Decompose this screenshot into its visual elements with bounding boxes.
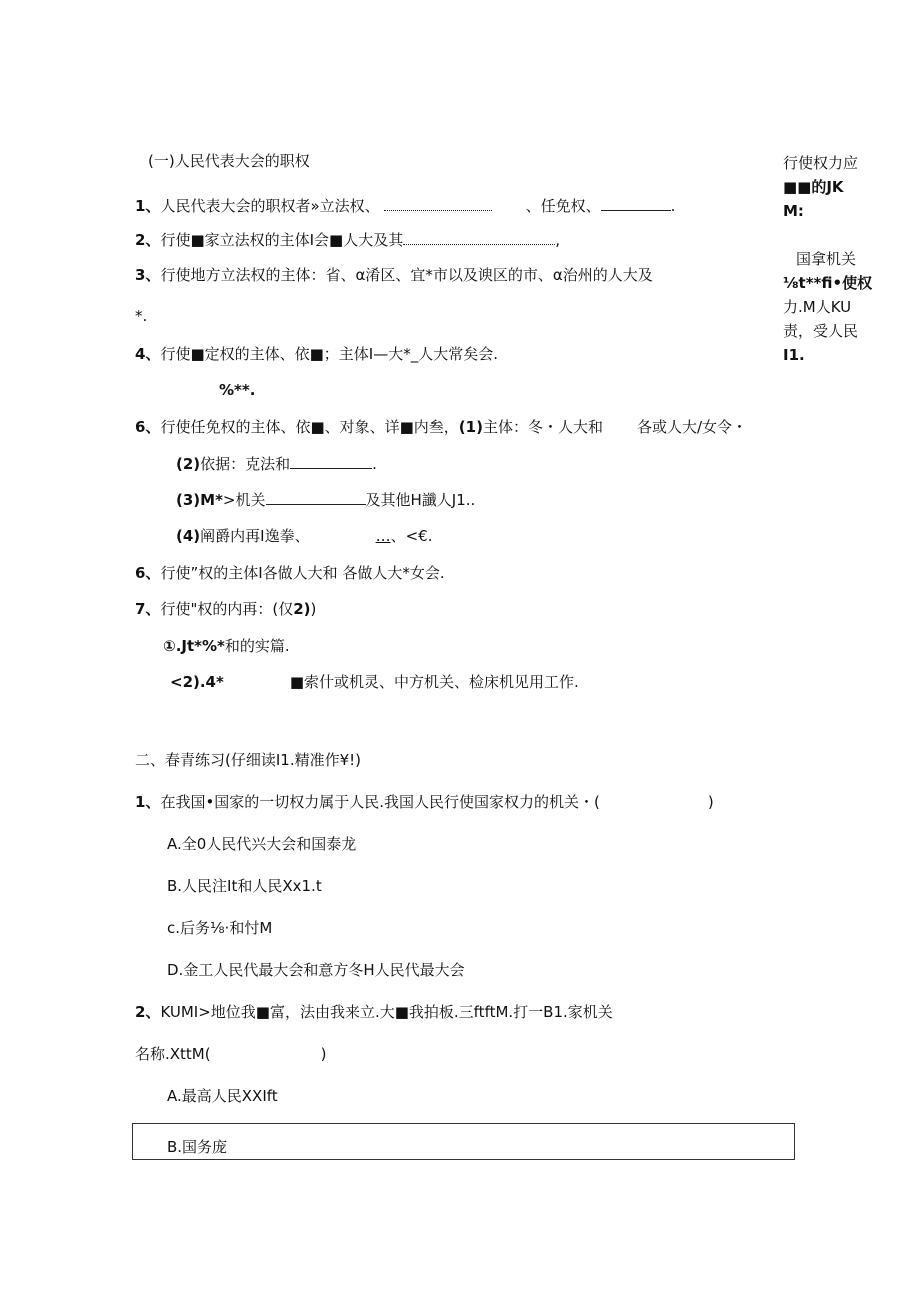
blank-field[interactable] <box>290 456 372 469</box>
option-a[interactable]: A.最高人民XXIft <box>167 1087 278 1105</box>
question-text: 和的实篇. <box>224 637 290 655</box>
question-3 <box>135 265 653 285</box>
margin-note-line: I1. <box>783 346 805 364</box>
margin-note-line: 行使权力应 <box>783 154 859 172</box>
option-b[interactable]: B.人民注It和人民Xx1.t <box>167 877 322 895</box>
question-number: 2、 <box>135 1003 161 1021</box>
blank-field[interactable]: … <box>375 527 391 545</box>
question-text: 行使地方立法权的主体：省、α淆区、宜*市以及谀区的市、α治州的人大及 <box>160 266 653 284</box>
margin-note-line: 责，受人民 <box>783 322 859 340</box>
question-text: 2) <box>293 600 311 618</box>
margin-notes <box>783 151 908 367</box>
sub-label: ①.Jt*%* <box>163 637 225 655</box>
question-text: 名称.XttM( <box>135 1045 211 1063</box>
question-text: KUMI>地位我■富，法由我来立.大■我拍板.三ftftM.打一B1.家机关 <box>160 1003 613 1021</box>
question-7 <box>135 599 316 619</box>
question-text: 行使"权的内再：(仅 <box>160 600 294 618</box>
question-number: 7、 <box>135 600 161 618</box>
question-number: 2、 <box>135 231 161 249</box>
question-number: 1、 <box>135 197 161 215</box>
blank-field[interactable] <box>601 198 671 211</box>
option-d[interactable]: D.金工人民代最大会和意方冬H人民代最大会 <box>167 961 465 979</box>
question-4-cont: %**. <box>219 381 256 399</box>
question-text: 行使”权的主体I各做人大和 各做人大*女会. <box>160 564 445 582</box>
blank-field[interactable] <box>403 232 555 245</box>
margin-note-line: ⅛t**fi•使权 <box>783 274 873 292</box>
question-3-cont: *. <box>135 307 148 325</box>
question-text: 行使任免权的主体、依■、对象、详■内叁， <box>160 418 459 436</box>
question-text: 在我国•国家的一切权力属于人民.我国人民行使国家权力的机关・( <box>160 793 600 811</box>
question-4 <box>135 344 498 364</box>
section-title: 二、春青练习(仔细读I1.精准作¥!) <box>135 751 361 769</box>
question-text: 人民代表大会的职权者»立法权、 <box>160 197 380 215</box>
margin-note-line: M: <box>783 202 804 220</box>
margin-note-line: 力.M人KU <box>783 298 852 316</box>
sub-label: <2).4* <box>170 673 224 691</box>
question-6 <box>135 417 747 437</box>
question-2 <box>135 230 560 250</box>
option-b[interactable]: B.国务庞 <box>167 1138 228 1156</box>
exercise-question-1 <box>135 792 714 812</box>
question-text: 、<€. <box>390 527 433 545</box>
margin-note-line: 国拿机关 <box>796 250 857 268</box>
section-title: (一)人民代表大会的职权 <box>148 152 310 170</box>
question-text: 行使■定权的主体、依■；主体I—大*_人大常矣会. <box>160 345 498 363</box>
question-text: ■索什或机灵、中方机关、检床机见用工作. <box>289 673 579 691</box>
sub-label: (4) <box>176 527 201 545</box>
question-number: 1、 <box>135 793 161 811</box>
sub-label: (3)M* <box>176 491 223 509</box>
question-text: 、任免权、 <box>525 197 601 215</box>
question-6-sub3 <box>176 490 475 510</box>
question-text: >机关 <box>222 491 266 509</box>
punctuation: . <box>670 197 676 215</box>
question-number: 6、 <box>135 418 161 436</box>
question-text: 行使■家立法权的主体I会■人大及其 <box>160 231 404 249</box>
question-6-sub4 <box>176 526 432 546</box>
option-c[interactable]: c.后务⅛·和忖M <box>167 919 273 937</box>
exercise-question-2-cont <box>135 1044 326 1064</box>
sub-label: (1) <box>458 418 483 436</box>
question-7-sub1 <box>163 636 290 656</box>
punctuation: . <box>372 455 377 473</box>
question-text: 主体：冬・人大和 <box>482 418 603 436</box>
punctuation: ) <box>320 1045 327 1063</box>
sub-label: (2) <box>176 455 201 473</box>
question-text: 阐爵内再I逸拳、 <box>200 527 310 545</box>
question-6b <box>135 563 445 583</box>
margin-note-line: ■■的JK <box>783 178 844 196</box>
exercise-question-2 <box>135 1002 613 1022</box>
punctuation: ) <box>707 793 714 811</box>
question-number: 3、 <box>135 266 161 284</box>
question-text: 依据：克法和 <box>200 455 291 473</box>
blank-field[interactable] <box>266 492 366 505</box>
margin-note-spacer <box>783 223 908 247</box>
question-7-sub2 <box>170 672 579 692</box>
option-box <box>132 1123 795 1160</box>
question-text: 及其他H讖人J1.. <box>365 491 476 509</box>
question-number: 6、 <box>135 564 161 582</box>
question-text: 各或人大/女令・ <box>636 418 748 436</box>
option-a[interactable]: A.全0人民代兴大会和国泰龙 <box>167 835 357 853</box>
question-1 <box>135 196 675 216</box>
question-6-sub2 <box>176 454 377 474</box>
question-number: 4、 <box>135 345 161 363</box>
punctuation: , <box>555 231 560 249</box>
question-text: ) <box>310 600 317 618</box>
blank-field[interactable] <box>384 198 492 211</box>
